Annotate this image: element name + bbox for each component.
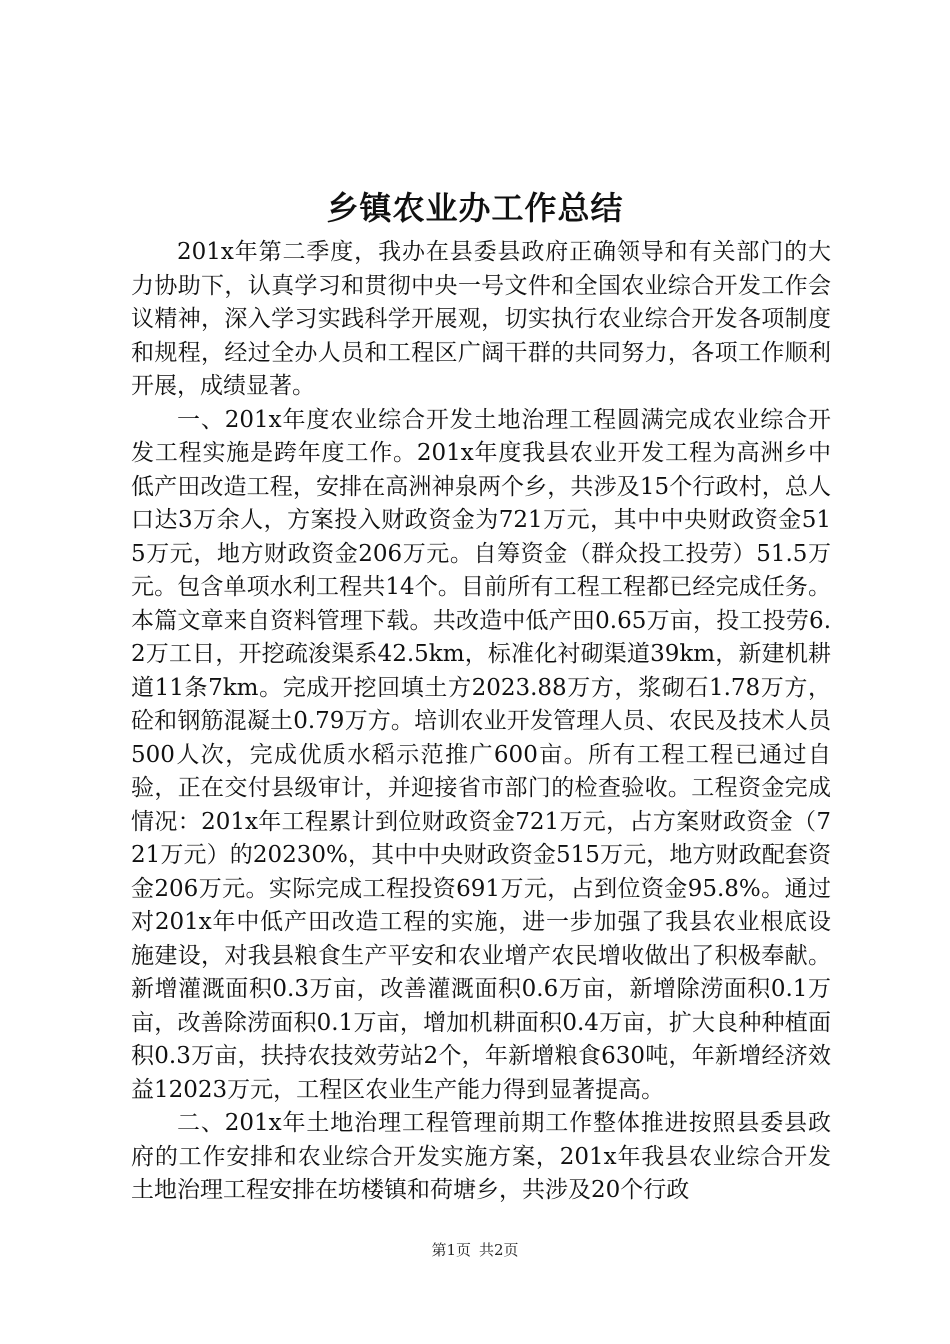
page-total: 共2页	[479, 1241, 519, 1259]
document-title: 乡镇农业办工作总结	[326, 189, 624, 227]
document-body	[131, 236, 831, 1208]
paragraph-section-2: 二、201x年土地治理工程管理前期工作整体推进按照县委县政府的工作安排和农业综合开发实施方案，201x年我县农业综合开发土地治理工程安排在坊楼镇和荷塘乡，共涉及20个行政	[131, 1110, 831, 1203]
page-footer	[0, 1240, 950, 1260]
paragraph-intro: 201x年第二季度，我办在县委县政府正确领导和有关部门的大力协助下，认真学习和贯彻中央一号文件和全国农业综合开发工作会议精神，深入学习实践科学开展观，切实执行农业综合开发各项制度和规程，经过全办人员和工程区广阔干群的共同努力，各项工作顺利开展，成绩显著。	[131, 239, 831, 399]
page-number: 第1页	[431, 1241, 471, 1259]
paragraph-section-1: 一、201x年度农业综合开发土地治理工程圆满完成农业综合开发工程实施是跨年度工作。201x年度我县农业开发工程为高洲乡中低产田改造工程，安排在高洲神泉两个乡，共涉及15个行政村，总人口达3万余人，方案投入财政资金为721万元，其中中央财政资金515万元，地方财政资金206万元。自筹资金（群众投工投劳）51.5万元。包含单项水利工程共14个。目前所有工程工程都已经完成任务。本篇文章来自资料管理下载。共改造中低产田0.65万亩，投工投劳6.2万工日，开挖疏浚渠系42.5km，标准化衬砌渠道39km，新建机耕道11条7km。完成开挖回填土方2023.88万方，浆砌石1.78万方，砼和钢筋混凝土0.79万方。培训农业开发管理人员、农民及技术人员500人次，完成优质水稻示范推广600亩。所有工程工程已通过自验，正在交付县级审计，并迎接省市部门的检查验收。工程资金完成情况：201x年工程累计到位财政资金721万元，占方案财政资金（721万元）的20230%，其中中央财政资金515万元，地方财政配套资金206万元。实际完成工程投资691万元，占到位资金95.8%。通过对201x年中低产田改造工程的实施，进一步加强了我县农业根底设施建设，对我县粮食生产平安和农业增产农民增收做出了积极奉献。新增灌溉面积0.3万亩，改善灌溉面积0.6万亩，新增除涝面积0.1万亩，改善除涝面积0.1万亩，增加机耕面积0.4万亩，扩大良种种植面积0.3万亩，扶持农技效劳站2个，年新增粮食630吨，年新增经济效益12023万元，工程区农业生产能力得到显著提高。	[131, 406, 831, 1103]
